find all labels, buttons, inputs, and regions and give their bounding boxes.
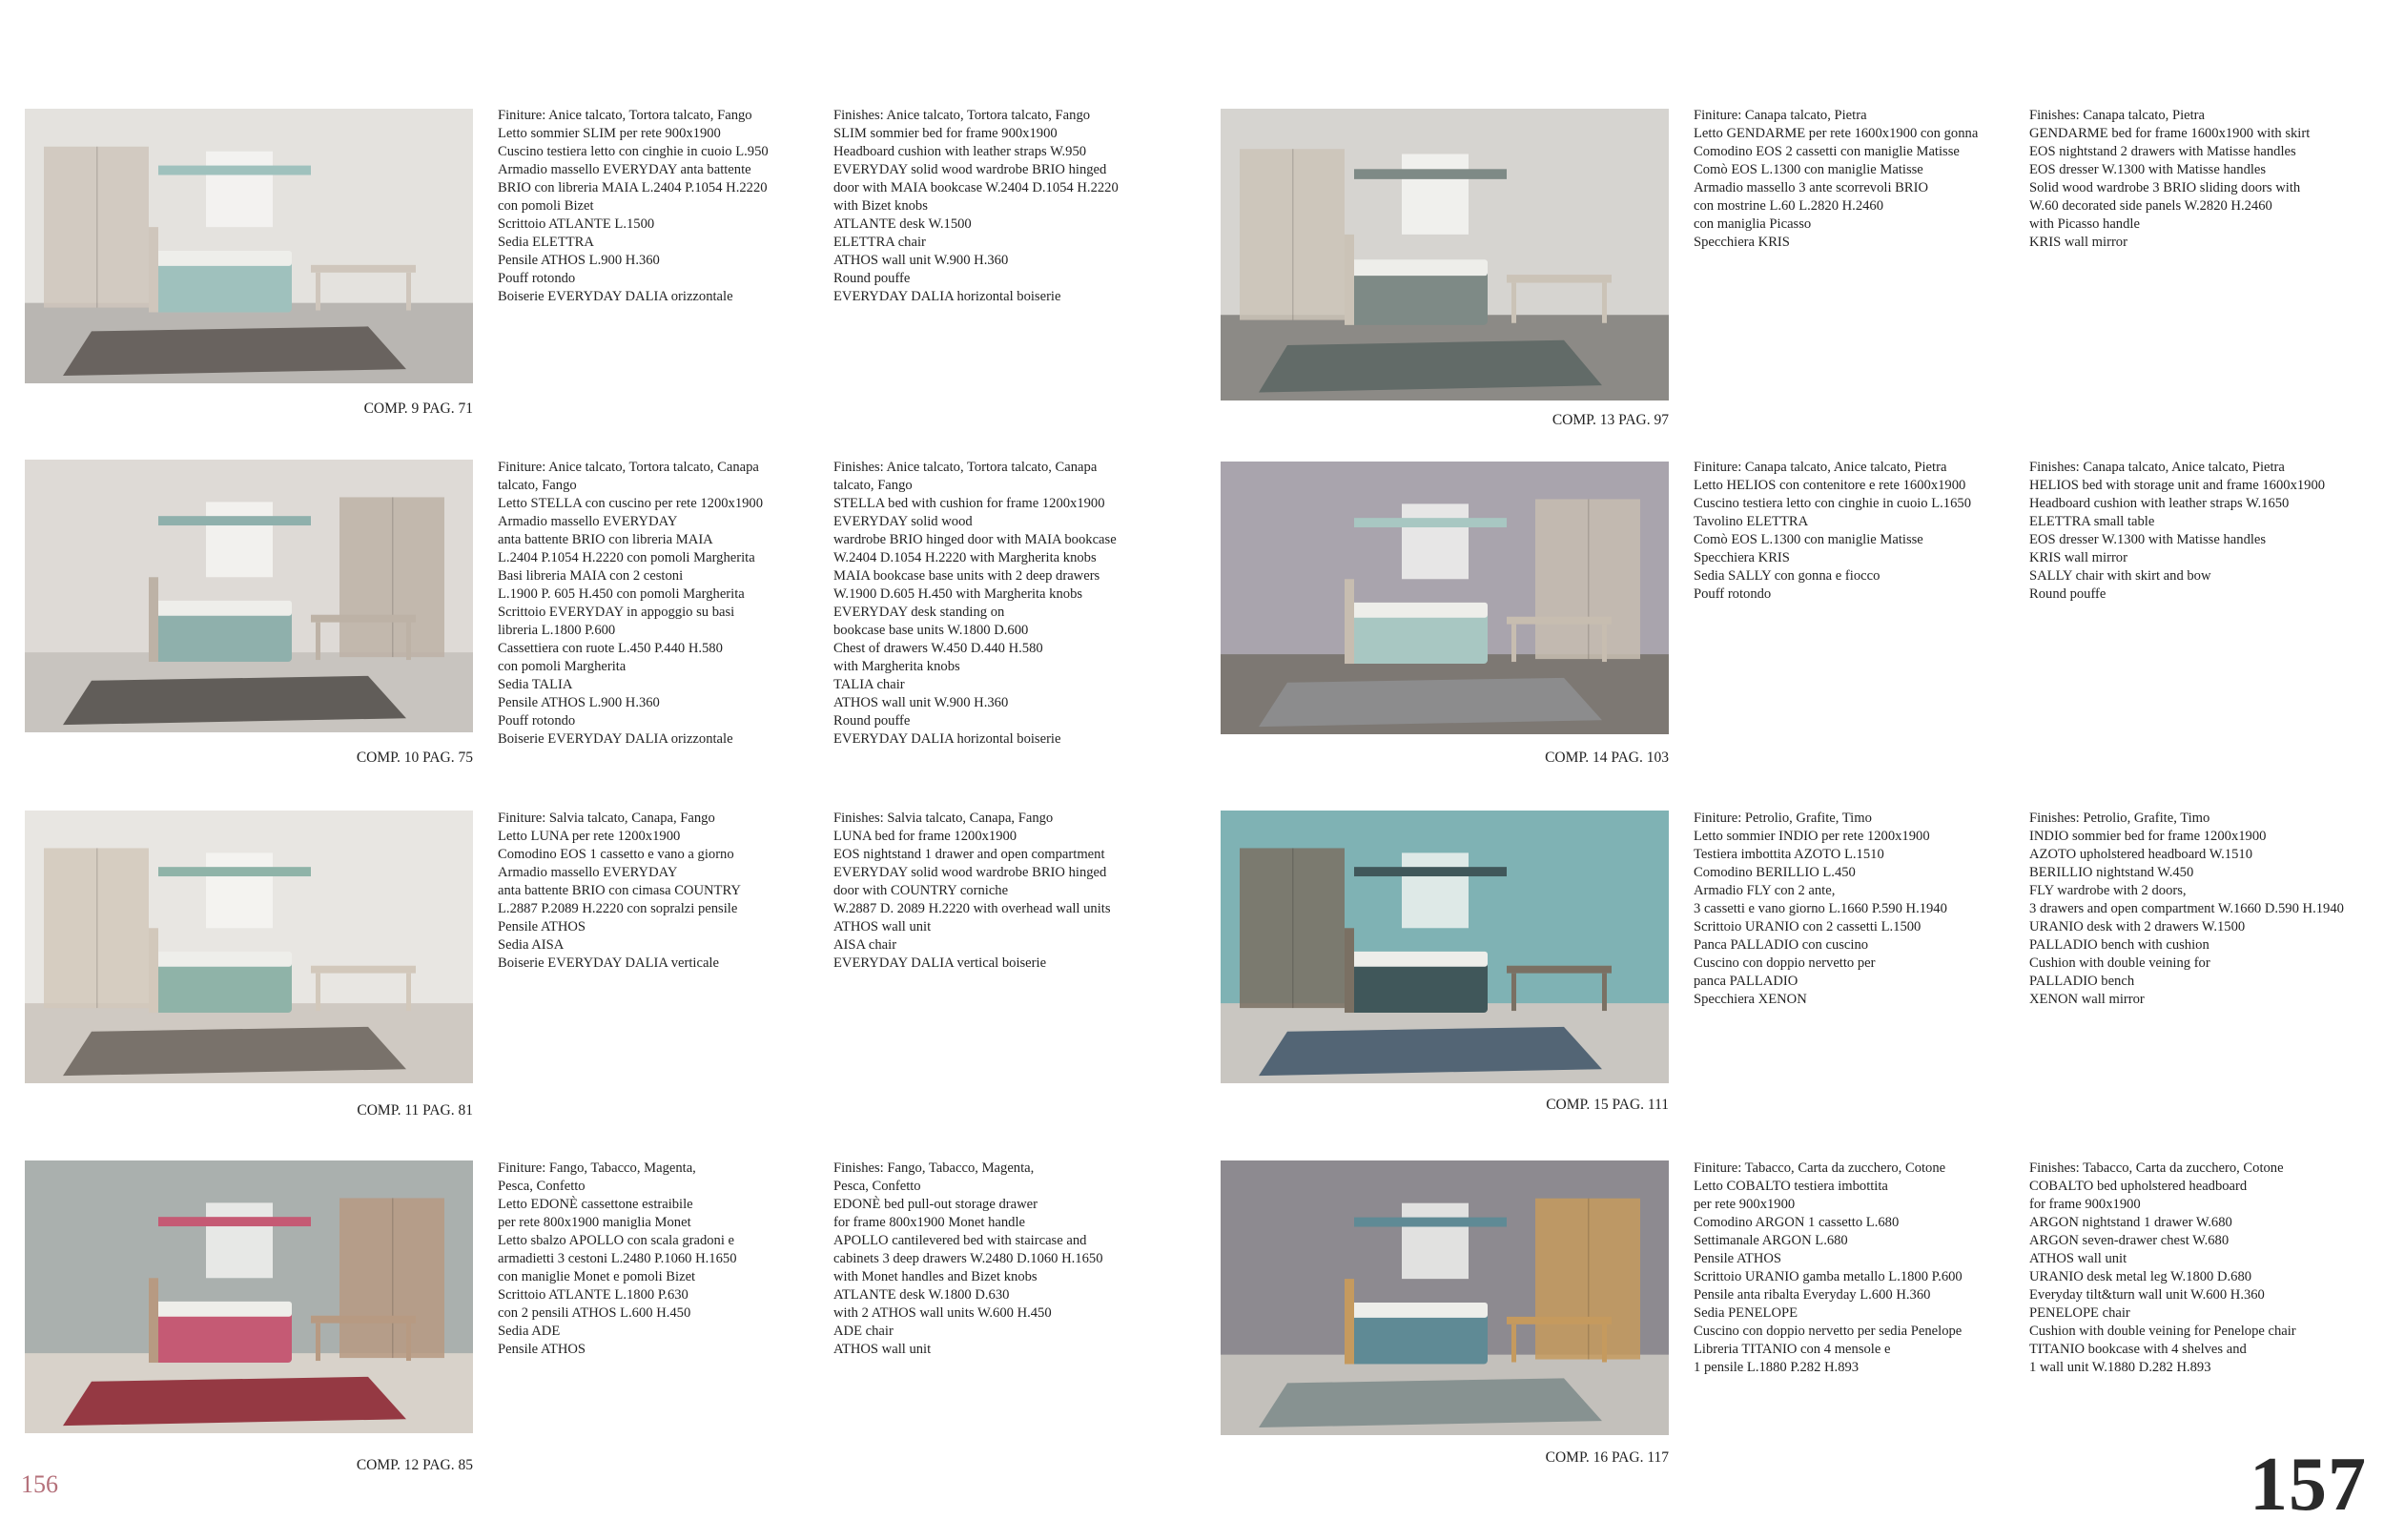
description-line: EVERYDAY solid wood <box>833 514 973 529</box>
room-photo <box>25 109 473 383</box>
description-line: bookcase base units W.1800 D.600 <box>833 623 1029 638</box>
description-line: with Margherita knobs <box>833 659 960 674</box>
description-line: PALLADIO bench with cushion <box>2029 937 2209 953</box>
description-line: Pensile anta ribalta Everyday L.600 H.360 <box>1694 1287 1931 1303</box>
description-line: Scrittoio EVERYDAY in appoggio su basi <box>498 605 735 620</box>
description-line: door with COUNTRY corniche <box>833 883 1009 898</box>
description-line: Round pouffe <box>2029 586 2107 602</box>
description-italian <box>498 107 769 306</box>
description-line: Finishes: Canapa talcato, Anice talcato, Pietra <box>2029 460 2285 475</box>
description-line: Finishes: Salvia talcato, Canapa, Fango <box>833 811 1054 826</box>
room-photo <box>25 1160 473 1433</box>
description-line: W.60 decorated side panels W.2820 H.2460 <box>2029 198 2272 214</box>
description-line: panca PALLADIO <box>1694 974 1798 989</box>
description-line: Panca PALLADIO con cuscino <box>1694 937 1869 953</box>
description-line: Finishes: Petrolio, Grafite, Timo <box>2029 811 2210 826</box>
description-italian <box>498 810 741 973</box>
description-line: EVERYDAY DALIA vertical boiserie <box>833 955 1047 971</box>
description-line: Finishes: Anice talcato, Tortora talcato, Fango <box>833 108 1091 123</box>
description-line: ELETTRA small table <box>2029 514 2155 529</box>
composition-caption: COMP. 9 PAG. 71 <box>363 400 473 417</box>
description-line: BERILLIO nightstand W.450 <box>2029 865 2194 880</box>
description-line: for frame 900x1900 <box>2029 1197 2141 1212</box>
description-line: armadietti 3 cestoni L.2480 P.1060 H.1650 <box>498 1251 737 1266</box>
description-line: Pensile ATHOS <box>498 919 586 934</box>
description-line: Pouff rotondo <box>498 713 576 729</box>
description-line: Letto HELIOS con contenitore e rete 1600x1900 <box>1694 478 1966 493</box>
description-line: con pomoli Margherita <box>498 659 627 674</box>
description-line: Comodino BERILLIO L.450 <box>1694 865 1856 880</box>
description-line: Letto EDONÈ cassettone estraibile <box>498 1197 693 1212</box>
description-line: KRIS wall mirror <box>2029 550 2127 565</box>
description-line: ATHOS wall unit W.900 H.360 <box>833 695 1009 710</box>
description-line: Finishes: Tabacco, Carta da zucchero, Cotone <box>2029 1160 2284 1176</box>
description-line: 1 pensile L.1880 P.282 H.893 <box>1694 1360 1860 1375</box>
composition-caption: COMP. 15 PAG. 111 <box>1546 1097 1669 1113</box>
description-line: COBALTO bed upholstered headboard <box>2029 1179 2248 1194</box>
description-line: Tavolino ELETTRA <box>1694 514 1809 529</box>
composition-caption: COMP. 10 PAG. 75 <box>356 749 473 766</box>
description-line: L.2887 P.2089 H.2220 con sopralzi pensile <box>498 901 738 916</box>
description-line: Boiserie EVERYDAY DALIA orizzontale <box>498 289 733 304</box>
description-italian <box>1694 459 1971 604</box>
description-line: STELLA bed with cushion for frame 1200x1900 <box>833 496 1105 511</box>
description-line: Letto COBALTO testiera imbottita <box>1694 1179 1888 1194</box>
description-line: GENDARME bed for frame 1600x1900 with skirt <box>2029 126 2311 141</box>
description-english <box>2029 459 2325 604</box>
description-line: for frame 800x1900 Monet handle <box>833 1215 1026 1230</box>
description-line: Libreria TITANIO con 4 mensole e <box>1694 1342 1891 1357</box>
description-line: 3 drawers and open compartment W.1660 D.590 H.1940 <box>2029 901 2344 916</box>
description-line: Comò EOS L.1300 con maniglie Matisse <box>1694 532 1923 547</box>
description-line: Letto GENDARME per rete 1600x1900 con gonna <box>1694 126 1979 141</box>
description-line: Pouff rotondo <box>1694 586 1772 602</box>
page-number-right: 157 <box>2250 1443 2367 1527</box>
description-line: APOLLO cantilevered bed with staircase and <box>833 1233 1087 1248</box>
description-line: EVERYDAY solid wood wardrobe BRIO hinged <box>833 865 1107 880</box>
description-line: Scrittoio URANIO gamba metallo L.1800 P.600 <box>1694 1269 1963 1284</box>
description-line: W.2887 D. 2089 H.2220 with overhead wall units <box>833 901 1111 916</box>
description-line: Solid wood wardrobe 3 BRIO sliding doors with <box>2029 180 2301 195</box>
description-line: Sedia PENELOPE <box>1694 1305 1798 1321</box>
composition-caption: COMP. 11 PAG. 81 <box>357 1102 473 1119</box>
description-line: TITANIO bookcase with 4 shelves and <box>2029 1342 2247 1357</box>
composition-caption: COMP. 13 PAG. 97 <box>1552 412 1669 428</box>
composition-caption: COMP. 16 PAG. 117 <box>1545 1449 1669 1466</box>
description-line: with Picasso handle <box>2029 216 2140 232</box>
description-line: URANIO desk metal leg W.1800 D.680 <box>2029 1269 2252 1284</box>
description-line: ATLANTE desk W.1500 <box>833 216 972 232</box>
description-italian <box>1694 810 1947 1009</box>
description-line: URANIO desk with 2 drawers W.1500 <box>2029 919 2246 934</box>
description-line: Finiture: Canapa talcato, Pietra <box>1694 108 1867 123</box>
description-line: Finiture: Anice talcato, Tortora talcato, Canapa <box>498 460 759 475</box>
page-number-left: 156 <box>21 1470 58 1498</box>
room-photo <box>25 811 473 1083</box>
description-line: SALLY chair with skirt and bow <box>2029 568 2211 584</box>
description-line: SLIM sommier bed for frame 900x1900 <box>833 126 1058 141</box>
description-line: ARGON nightstand 1 drawer W.680 <box>2029 1215 2232 1230</box>
description-line: Cassettiera con ruote L.450 P.440 H.580 <box>498 641 723 656</box>
description-line: per rete 900x1900 <box>1694 1197 1796 1212</box>
description-line: EDONÈ bed pull-out storage drawer <box>833 1197 1038 1212</box>
room-photo <box>25 460 473 732</box>
description-line: Round pouffe <box>833 271 911 286</box>
description-line: Cuscino con doppio nervetto per <box>1694 955 1876 971</box>
description-line: Letto sommier INDIO per rete 1200x1900 <box>1694 829 1930 844</box>
description-line: Finishes: Anice talcato, Tortora talcato, Canapa <box>833 460 1098 475</box>
description-line: EVERYDAY desk standing on <box>833 605 1005 620</box>
description-line: Specchiera KRIS <box>1694 550 1790 565</box>
description-line: PALLADIO bench <box>2029 974 2135 989</box>
description-line: XENON wall mirror <box>2029 992 2145 1007</box>
room-photo <box>1221 109 1669 400</box>
description-italian <box>498 1160 737 1359</box>
description-line: Basi libreria MAIA con 2 cestoni <box>498 568 684 584</box>
description-line: Finishes: Canapa talcato, Pietra <box>2029 108 2205 123</box>
description-line: Armadio massello 3 ante scorrevoli BRIO <box>1694 180 1929 195</box>
description-line: Letto LUNA per rete 1200x1900 <box>498 829 681 844</box>
description-line: Pesca, Confetto <box>833 1179 921 1194</box>
description-line: AZOTO upholstered headboard W.1510 <box>2029 847 2252 862</box>
description-line: Sedia SALLY con gonna e fiocco <box>1694 568 1880 584</box>
description-line: MAIA bookcase base units with 2 deep drawers <box>833 568 1100 584</box>
description-line: anta battente BRIO con cimasa COUNTRY <box>498 883 741 898</box>
description-line: EOS dresser W.1300 with Matisse handles <box>2029 162 2267 177</box>
description-line: Armadio massello EVERYDAY <box>498 865 678 880</box>
description-line: ELETTRA chair <box>833 235 926 250</box>
description-line: Pesca, Confetto <box>498 1179 586 1194</box>
composition-caption: COMP. 12 PAG. 85 <box>356 1457 473 1473</box>
description-line: EOS nightstand 2 drawers with Matisse handles <box>2029 144 2296 159</box>
description-line: L.1900 P. 605 H.450 con pomoli Margherita <box>498 586 745 602</box>
room-photo <box>1221 1160 1669 1435</box>
description-line: ATHOS wall unit <box>2029 1251 2127 1266</box>
description-line: TALIA chair <box>833 677 905 692</box>
description-line: libreria L.1800 P.600 <box>498 623 616 638</box>
description-line: Finiture: Fango, Tabacco, Magenta, <box>498 1160 696 1176</box>
description-line: Cuscino con doppio nervetto per sedia Penelope <box>1694 1324 1963 1339</box>
description-line: Armadio FLY con 2 ante, <box>1694 883 1836 898</box>
description-line: Armadio massello EVERYDAY anta battente <box>498 162 751 177</box>
description-line: con pomoli Bizet <box>498 198 594 214</box>
description-line: PENELOPE chair <box>2029 1305 2130 1321</box>
description-line: with 2 ATHOS wall units W.600 H.450 <box>833 1305 1052 1321</box>
description-line: Testiera imbottita AZOTO L.1510 <box>1694 847 1884 862</box>
description-english <box>2029 810 2344 1009</box>
description-line: Scrittoio ATLANTE L.1800 P.630 <box>498 1287 688 1303</box>
composition-caption: COMP. 14 PAG. 103 <box>1545 749 1669 766</box>
description-line: ATHOS wall unit <box>833 919 932 934</box>
description-line: cabinets 3 deep drawers W.2480 D.1060 H.1650 <box>833 1251 1103 1266</box>
description-italian <box>1694 1160 1963 1377</box>
description-line: con maniglie Monet e pomoli Bizet <box>498 1269 696 1284</box>
description-line: Comodino ARGON 1 cassetto L.680 <box>1694 1215 1900 1230</box>
description-line: Comodino EOS 2 cassetti con maniglie Matisse <box>1694 144 1960 159</box>
description-line: ATHOS wall unit <box>833 1342 932 1357</box>
description-line: Comodino EOS 1 cassetto e vano a giorno <box>498 847 734 862</box>
description-line: W.2404 D.1054 H.2220 with Margherita knobs <box>833 550 1097 565</box>
description-line: talcato, Fango <box>833 478 913 493</box>
description-line: EVERYDAY DALIA horizontal boiserie <box>833 289 1061 304</box>
room-photo <box>1221 811 1669 1083</box>
description-line: Comò EOS L.1300 con maniglie Matisse <box>1694 162 1923 177</box>
description-line: Armadio massello EVERYDAY <box>498 514 678 529</box>
description-line: BRIO con libreria MAIA L.2404 P.1054 H.2220 <box>498 180 768 195</box>
description-line: HELIOS bed with storage unit and frame 1600x1900 <box>2029 478 2326 493</box>
description-line: Cushion with double veining for Penelope chair <box>2029 1324 2296 1339</box>
description-line: Sedia ELETTRA <box>498 235 594 250</box>
description-english <box>2029 107 2310 252</box>
description-line: Headboard cushion with leather straps W.1650 <box>2029 496 2290 511</box>
description-line: Letto sommier SLIM per rete 900x1900 <box>498 126 721 141</box>
description-line: Specchiera XENON <box>1694 992 1807 1007</box>
description-line: with Monet handles and Bizet knobs <box>833 1269 1038 1284</box>
description-english <box>833 459 1117 749</box>
description-line: Cushion with double veining for <box>2029 955 2210 971</box>
description-line: Pensile ATHOS L.900 H.360 <box>498 695 660 710</box>
description-line: Sedia TALIA <box>498 677 573 692</box>
description-line: Boiserie EVERYDAY DALIA orizzontale <box>498 731 733 747</box>
description-line: Boiserie EVERYDAY DALIA verticale <box>498 955 719 971</box>
description-line: Pensile ATHOS <box>1694 1251 1782 1266</box>
description-line: 1 wall unit W.1880 D.282 H.893 <box>2029 1360 2211 1375</box>
description-line: Letto sbalzo APOLLO con scala gradoni e <box>498 1233 735 1248</box>
description-line: Everyday tilt&turn wall unit W.600 H.360 <box>2029 1287 2265 1303</box>
description-line: Specchiera KRIS <box>1694 235 1790 250</box>
description-line: ARGON seven-drawer chest W.680 <box>2029 1233 2230 1248</box>
description-line: Finiture: Salvia talcato, Canapa, Fango <box>498 811 715 826</box>
description-italian <box>1694 107 1978 252</box>
description-line: Headboard cushion with leather straps W.950 <box>833 144 1087 159</box>
description-line: FLY wardrobe with 2 doors, <box>2029 883 2187 898</box>
description-line: LUNA bed for frame 1200x1900 <box>833 829 1017 844</box>
description-line: with Bizet knobs <box>833 198 928 214</box>
description-line: con maniglia Picasso <box>1694 216 1812 232</box>
description-line: Cuscino testiera letto con cinghie in cuoio L.950 <box>498 144 769 159</box>
description-line: 3 cassetti e vano giorno L.1660 P.590 H.1940 <box>1694 901 1947 916</box>
description-line: INDIO sommier bed for frame 1200x1900 <box>2029 829 2267 844</box>
description-line: Sedia AISA <box>498 937 565 953</box>
description-english <box>2029 1160 2296 1377</box>
description-line: anta battente BRIO con libreria MAIA <box>498 532 713 547</box>
description-english <box>833 107 1119 306</box>
description-line: EVERYDAY DALIA horizontal boiserie <box>833 731 1061 747</box>
description-line: Pensile ATHOS L.900 H.360 <box>498 253 660 268</box>
room-photo <box>1221 462 1669 734</box>
description-line: Round pouffe <box>833 713 911 729</box>
description-line: Finiture: Tabacco, Carta da zucchero, Cotone <box>1694 1160 1946 1176</box>
description-line: Sedia ADE <box>498 1324 561 1339</box>
description-line: AISA chair <box>833 937 897 953</box>
description-line: EVERYDAY solid wood wardrobe BRIO hinged <box>833 162 1107 177</box>
description-line: con 2 pensili ATHOS L.600 H.450 <box>498 1305 691 1321</box>
description-line: Finiture: Canapa talcato, Anice talcato, Pietra <box>1694 460 1947 475</box>
description-line: EOS nightstand 1 drawer and open compartment <box>833 847 1105 862</box>
description-line: Scrittoio ATLANTE L.1500 <box>498 216 655 232</box>
description-line: Finiture: Petrolio, Grafite, Timo <box>1694 811 1872 826</box>
description-line: ATLANTE desk W.1800 D.630 <box>833 1287 1010 1303</box>
description-english <box>833 1160 1103 1359</box>
description-line: EOS dresser W.1300 with Matisse handles <box>2029 532 2267 547</box>
description-english <box>833 810 1111 973</box>
description-line: Cuscino testiera letto con cinghie in cuoio L.1650 <box>1694 496 1971 511</box>
description-line: ADE chair <box>833 1324 894 1339</box>
description-line: per rete 800x1900 maniglia Monet <box>498 1215 691 1230</box>
description-line: Scrittoio URANIO con 2 cassetti L.1500 <box>1694 919 1922 934</box>
description-line: con mostrine L.60 L.2820 H.2460 <box>1694 198 1884 214</box>
description-line: KRIS wall mirror <box>2029 235 2127 250</box>
description-line: Letto STELLA con cuscino per rete 1200x1900 <box>498 496 764 511</box>
description-line: talcato, Fango <box>498 478 577 493</box>
description-line: Settimanale ARGON L.680 <box>1694 1233 1848 1248</box>
description-line: Finishes: Fango, Tabacco, Magenta, <box>833 1160 1035 1176</box>
description-line: wardrobe BRIO hinged door with MAIA bookcase <box>833 532 1117 547</box>
description-line: Finiture: Anice talcato, Tortora talcato, Fango <box>498 108 752 123</box>
description-line: ATHOS wall unit W.900 H.360 <box>833 253 1009 268</box>
description-line: Pouff rotondo <box>498 271 576 286</box>
description-line: Pensile ATHOS <box>498 1342 586 1357</box>
description-line: Chest of drawers W.450 D.440 H.580 <box>833 641 1043 656</box>
description-line: L.2404 P.1054 H.2220 con pomoli Margherita <box>498 550 755 565</box>
description-line: door with MAIA bookcase W.2404 D.1054 H.2220 <box>833 180 1119 195</box>
description-italian <box>498 459 763 749</box>
description-line: W.1900 D.605 H.450 with Margherita knobs <box>833 586 1083 602</box>
